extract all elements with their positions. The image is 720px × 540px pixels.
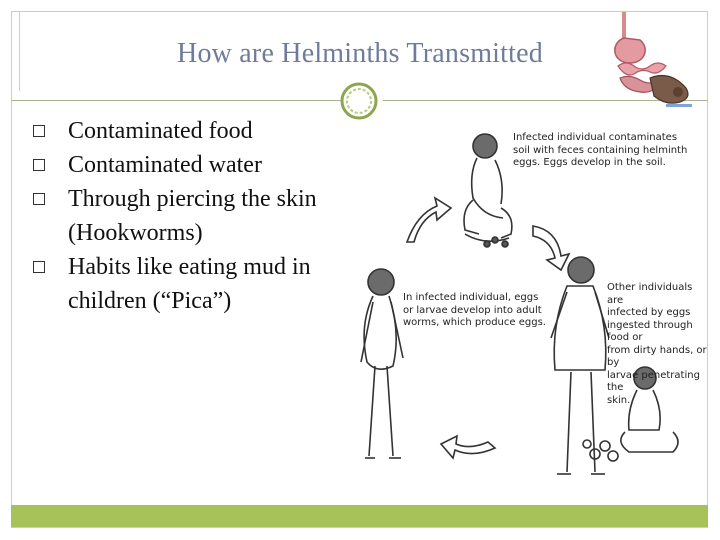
adult-figure xyxy=(551,257,609,474)
hollow-square-bullet-icon xyxy=(33,159,45,171)
bullet-text: Contaminated water xyxy=(68,152,262,178)
frame-accent-line xyxy=(19,11,20,91)
slide-title: How are Helminths Transmitted xyxy=(177,38,543,69)
caption-line: infected by eggs xyxy=(607,307,691,318)
caption-adult-worms xyxy=(403,292,546,330)
caption-line: or larvae develop into adult xyxy=(403,304,542,316)
caption-line: In infected individual, eggs xyxy=(403,292,539,303)
bullet-item xyxy=(33,114,343,148)
footer-accent-bar xyxy=(11,505,708,527)
bullet-text: Contaminated food xyxy=(68,118,253,144)
caption-line: larvae penetrating the xyxy=(607,369,700,393)
cycle-arrow xyxy=(533,226,569,270)
bullet-item xyxy=(33,182,343,250)
transmission-cycle-diagram xyxy=(345,110,708,503)
caption-line: ingested through food or xyxy=(607,319,693,343)
caption-line: Infected individual contaminates xyxy=(513,132,678,143)
bullet-list xyxy=(33,114,343,318)
caption-line: skin. xyxy=(607,394,631,406)
caption-line: Other individuals are xyxy=(607,282,693,306)
caption-line: eggs. Eggs develop in the soil. xyxy=(513,157,666,168)
bullet-text: Habits like eating mud in children (“Pica”) xyxy=(68,254,311,314)
caption-infection-routes xyxy=(607,282,708,407)
cycle-arrow xyxy=(407,198,451,242)
caption-line: soil with feces containing helminth xyxy=(513,144,688,156)
infected-child-figure xyxy=(361,269,403,458)
caption-line: from dirty hands, or by xyxy=(607,344,707,368)
digestive-tract-illustration-icon xyxy=(600,8,700,108)
caption-soil-contamination xyxy=(513,132,687,170)
bullet-item xyxy=(33,148,343,182)
hollow-square-bullet-icon xyxy=(33,261,45,273)
bullet-item xyxy=(33,250,343,318)
squatting-child-figure xyxy=(464,134,512,247)
title-rule-left xyxy=(11,100,341,101)
cycle-arrow xyxy=(441,436,495,458)
hollow-square-bullet-icon xyxy=(33,125,45,137)
bullet-text: Through piercing the skin (Hookworms) xyxy=(68,186,317,246)
hollow-square-bullet-icon xyxy=(33,193,45,205)
caption-line: worms, which produce eggs. xyxy=(403,317,546,328)
